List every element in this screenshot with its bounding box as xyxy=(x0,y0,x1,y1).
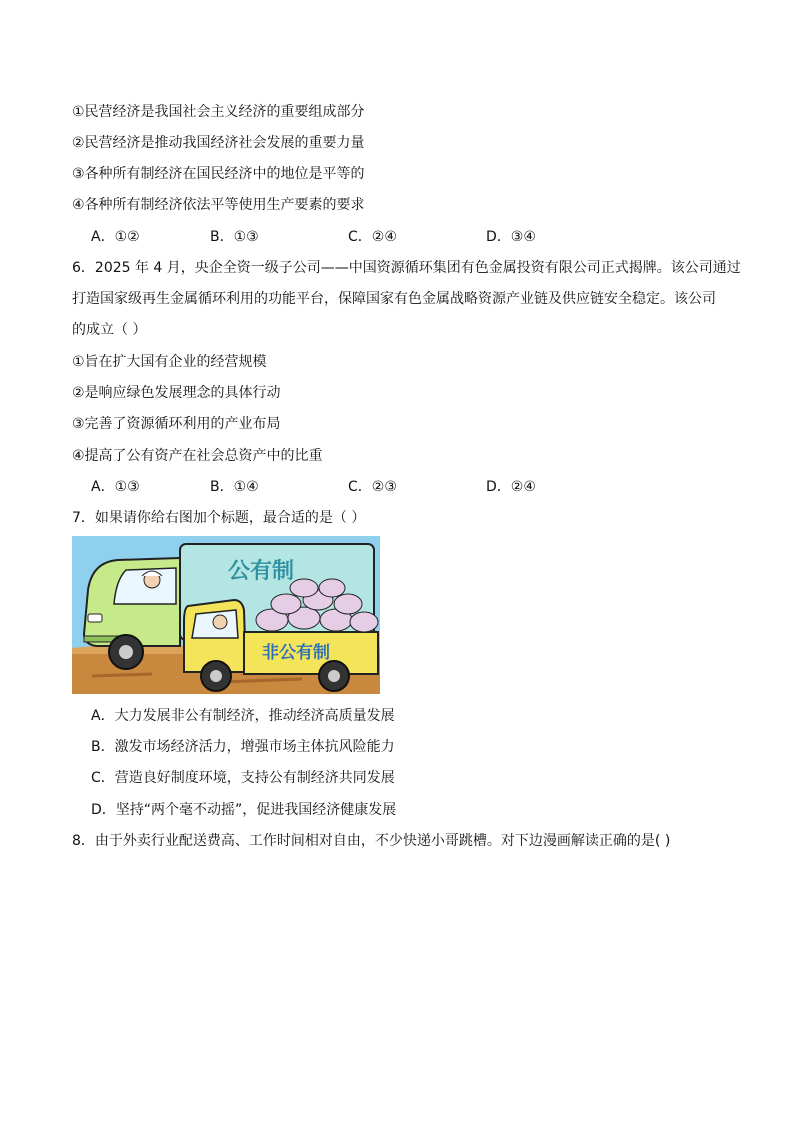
q6-stem-line-3: 的成立（ ） xyxy=(72,322,147,338)
q6-statement-3: ③完善了资源循环利用的产业布局 xyxy=(72,416,281,432)
q6-statement-4: ④提高了公有资产在社会总资产中的比重 xyxy=(72,448,323,464)
q6-option-b: B．①④ xyxy=(210,479,259,495)
q7-stem: 7．如果请你给右图加个标题，最合适的是（ ） xyxy=(72,510,366,526)
q6-option-a: A．①③ xyxy=(91,479,140,495)
q6-stem-line-2: 打造国家级再生金属循环利用的功能平台，保障国家有色金属战略资源产业链及供应链安全稳定。该公司 xyxy=(72,291,716,307)
small-truck-label: 非公有制 xyxy=(262,643,330,663)
q7-option-d: D．坚持“两个毫不动摇”，促进我国经济健康发展 xyxy=(91,802,397,818)
q5-statement-4: ④各种所有制经济依法平等使用生产要素的要求 xyxy=(72,197,365,213)
q5-statement-3: ③各种所有制经济在国民经济中的地位是平等的 xyxy=(72,166,365,182)
q6-statement-1: ①旨在扩大国有企业的经营规模 xyxy=(72,354,267,370)
q5-option-a: A．①② xyxy=(91,229,140,245)
big-truck-label: 公有制 xyxy=(228,559,295,584)
q5-option-b: B．①③ xyxy=(210,229,259,245)
q5-statement-2: ②民营经济是推动我国经济社会发展的重要力量 xyxy=(72,135,365,151)
q5-option-c: C．②④ xyxy=(348,229,397,245)
q6-option-d: D．②④ xyxy=(486,479,536,495)
cartoon-image xyxy=(72,536,380,694)
q5-option-d: D．③④ xyxy=(486,229,536,245)
q6-stem-line-1: 6．2025 年 4 月，央企全资一级子公司——中国资源循环集团有色金属投资有限公司正式揭牌。该公司通过 xyxy=(72,260,741,276)
q7-option-c: C．营造良好制度环境，支持公有制经济共同发展 xyxy=(91,770,395,786)
q7-option-b: B．激发市场经济活力，增强市场主体抗风险能力 xyxy=(91,739,395,755)
q6-option-c: C．②③ xyxy=(348,479,397,495)
q8-stem: 8．由于外卖行业配送费高、工作时间相对自由，不少快递小哥跳槽。对下边漫画解读正确的是( ) xyxy=(72,833,671,849)
q6-statement-2: ②是响应绿色发展理念的具体行动 xyxy=(72,385,281,401)
q5-statement-1: ①民营经济是我国社会主义经济的重要组成部分 xyxy=(72,104,365,120)
q7-option-a: A．大力发展非公有制经济，推动经济高质量发展 xyxy=(91,708,395,724)
